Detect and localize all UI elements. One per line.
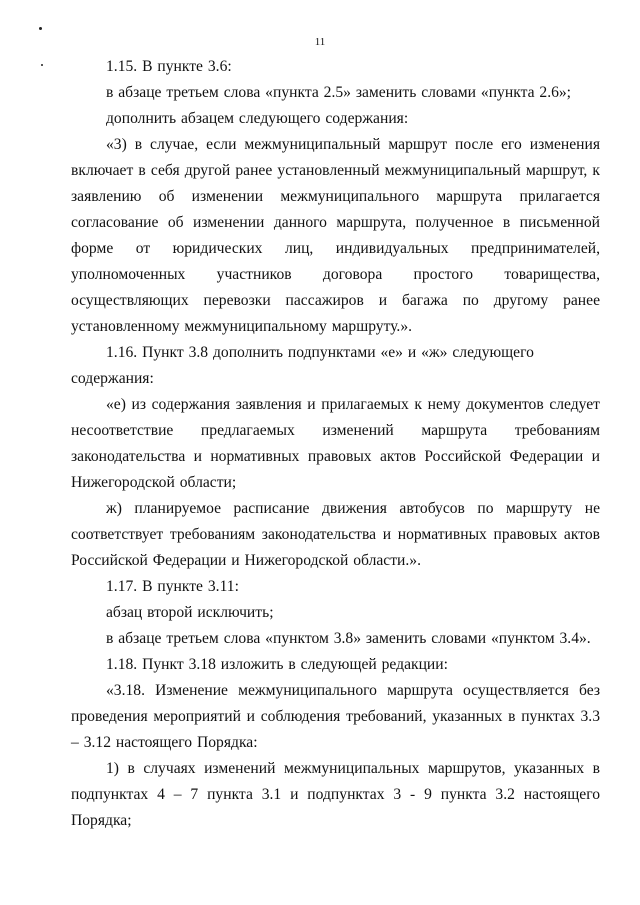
paragraph-replace-3-8: в абзаце третьем слова «пунктом 3.8» заменить словами «пунктом 3.4». xyxy=(106,630,591,647)
scan-dot-mark xyxy=(41,64,43,66)
paragraph-subitem-zh: ж) планируемое расписание движения автобусов по маршруту не соответствует требованиям законодательства и нормативных правовых актов Российской Федерации и Нижегородской области.». xyxy=(71,500,600,569)
paragraph-subitem-3: «3) в случае, если межмуниципальный маршрут после его изменения включает в себя другой ранее установленный межмуниципальный маршрут, к заявлению об изменении межмуниципального маршрута прилагается согласование об изменении данного маршрута, полученное в письменной форме от юридических лиц, индивидуальных предпринимателей, уполномоченных участников договора простого товарищества, осуществляющих перевозки пассажиров и багажа по другому ранее установленному межмуниципальному маршруту.». xyxy=(71,136,600,335)
paragraph-subitem-e: «е) из содержания заявления и прилагаемых к нему документов следует несоответствие предлагаемых изменений маршрута требованиям законодательства и нормативных правовых актов Российской Федерации и Нижегородской области; xyxy=(71,396,600,491)
paragraph-exclude-abzac: абзац второй исключить; xyxy=(106,604,274,621)
paragraph-item-1-16: 1.16. Пункт 3.8 дополнить подпунктами «е» и «ж» следующего содержания: xyxy=(71,344,534,387)
paragraph-add-abzac: дополнить абзацем следующего содержания: xyxy=(106,110,409,127)
scan-dot-mark xyxy=(39,27,42,30)
document-body xyxy=(71,54,600,834)
paragraph-item-1-18: 1.18. Пункт 3.18 изложить в следующей редакции: xyxy=(106,656,448,673)
paragraph-item-1-17: 1.17. В пункте 3.11: xyxy=(106,578,239,595)
paragraph-subitem-1: 1) в случаях изменений межмуниципальных маршрутов, указанных в подпунктах 4 – 7 пункта 3.1 и подпунктах 3 - 9 пункта 3.2 настоящего Порядка; xyxy=(71,760,600,829)
paragraph-replace-3-6: в абзаце третьем слова «пункта 2.5» заменить словами «пункта 2.6»; xyxy=(106,84,572,101)
page-number: 11 xyxy=(314,36,326,48)
paragraph-item-3-18: «3.18. Изменение межмуниципального маршрута осуществляется без проведения мероприятий и соблюдения требований, указанных в пунктах 3.3 – 3.12 настоящего Порядка: xyxy=(71,682,600,751)
paragraph-item-1-15: 1.15. В пункте 3.6: xyxy=(106,58,232,75)
